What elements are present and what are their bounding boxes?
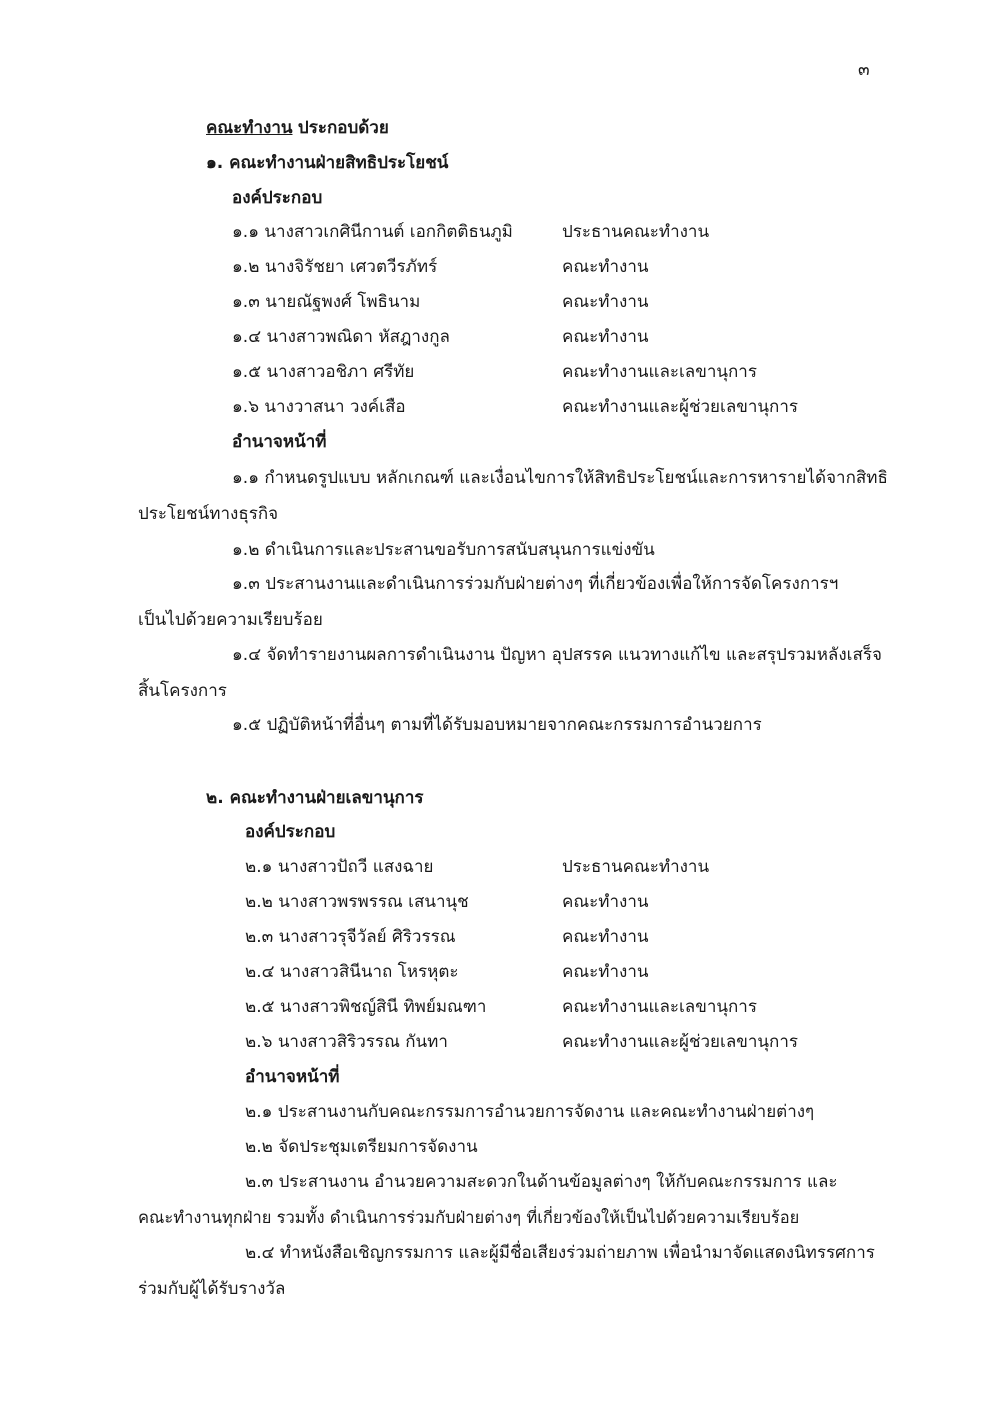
heading: [206, 116, 389, 140]
member-name: นางสาวพณิดา หัสฎางกูล: [266, 327, 450, 347]
section1-member-5-role: คณะทำงานและเลขานุการ: [562, 362, 757, 382]
section2-composition-label: องค์ประกอบ: [245, 822, 336, 842]
member-num: ๒.๑: [245, 857, 273, 877]
section1-composition-label: องค์ประกอบ: [232, 188, 323, 208]
member-num: ๒.๖: [245, 1032, 273, 1052]
section2-member-3: [245, 925, 456, 949]
section1-member-6: [232, 395, 406, 419]
section1-member-2-role: คณะทำงาน: [562, 257, 649, 277]
member-num: ๑.๔: [232, 327, 262, 347]
member-num: ๑.๕: [232, 362, 262, 382]
section2-member-2-role: คณะทำงาน: [562, 892, 649, 912]
section1-member-3: [232, 290, 420, 314]
member-name: นางสาวพรพรรณ เสนานุช: [278, 892, 469, 912]
section2-duty-1: ๒.๑ ประสานงานกับคณะกรรมการอำนวยการจัดงาน และคณะทำงานฝ่ายต่างๆ: [245, 1102, 815, 1122]
member-name: นางสาวสินีนาถ โหรหุตะ: [279, 962, 459, 982]
page-number: ๓: [858, 60, 870, 80]
section2-duties-label: อำนาจหน้าที่: [245, 1067, 340, 1087]
section1-member-2: [232, 255, 437, 279]
member-num: ๑.๒: [232, 257, 260, 277]
member-name: นางสาวรุจีวัลย์ ศิริวรรณ: [278, 927, 456, 947]
member-num: ๑.๓: [232, 292, 260, 312]
member-num: ๒.๒: [245, 892, 273, 912]
section2-title: ๒. คณะทำงานฝ่ายเลขานุการ: [206, 788, 424, 808]
section2-member-5: [245, 995, 486, 1019]
section2-member-6: [245, 1030, 448, 1054]
heading-suffix: ประกอบด้วย: [297, 118, 389, 138]
section2-member-3-role: คณะทำงาน: [562, 927, 649, 947]
section1-duty-2: ๑.๒ ดำเนินการและประสานขอรับการสนับสนุนการแข่งขัน: [232, 540, 655, 560]
section2-duty-2: ๒.๒ จัดประชุมเตรียมการจัดงาน: [245, 1137, 478, 1157]
section2-member-2: [245, 890, 469, 914]
member-name: นางจิรัชยา เศวตวีรภัทร์: [264, 257, 438, 277]
section1-member-4-role: คณะทำงาน: [562, 327, 649, 347]
member-num: ๑.๖: [232, 397, 259, 417]
section1-duty-4-line1: ๑.๔ จัดทำรายงานผลการดำเนินงาน ปัญหา อุปสรรค แนวทางแก้ไข และสรุปรวมหลังเสร็จ: [232, 645, 882, 665]
section2-member-4-role: คณะทำงาน: [562, 962, 649, 982]
section2-member-1: [245, 855, 434, 879]
section2-duty-3-line2: คณะทำงานทุกฝ่าย รวมทั้ง ดำเนินการร่วมกับฝ่ายต่างๆ ที่เกี่ยวข้องให้เป็นไปด้วยความเรียบร้อย: [138, 1208, 800, 1227]
section1-title: ๑. คณะทำงานฝ่ายสิทธิประโยชน์: [206, 153, 449, 173]
section1-duty-4-line2: สิ้นโครงการ: [138, 681, 227, 701]
section1-duty-1-line1: ๑.๑ กำหนดรูปแบบ หลักเกณฑ์ และเงื่อนไขการให้สิทธิประโยชน์และการหารายได้จากสิทธิ: [232, 468, 888, 488]
member-name: นางสาวปัถวี แสงฉาย: [277, 857, 434, 877]
section1-duty-3-line2: เป็นไปด้วยความเรียบร้อย: [138, 610, 323, 630]
member-num: ๒.๕: [245, 997, 275, 1017]
section1-duty-1-line2: ประโยชน์ทางธุรกิจ: [138, 504, 279, 524]
heading-title: คณะทำงาน: [206, 118, 293, 138]
section2-duty-3-line1: ๒.๓ ประสานงาน อำนวยความสะดวกในด้านข้อมูลต่างๆ ให้กับคณะกรรมการ และ: [245, 1172, 838, 1192]
member-num: ๒.๔: [245, 962, 275, 982]
member-num: ๑.๑: [232, 222, 259, 242]
section1-member-4: [232, 325, 450, 349]
section1-duty-5: ๑.๕ ปฏิบัติหน้าที่อื่นๆ ตามที่ได้รับมอบหมายจากคณะกรรมการอำนวยการ: [232, 715, 762, 735]
section1-member-1: [232, 220, 513, 244]
section1-member-1-role: ประธานคณะทำงาน: [562, 222, 710, 242]
section2-member-5-role: คณะทำงานและเลขานุการ: [562, 997, 757, 1017]
section1-member-3-role: คณะทำงาน: [562, 292, 649, 312]
section2-member-4: [245, 960, 459, 984]
member-name: นายณัฐพงศ์ โพธินาม: [265, 292, 421, 312]
section1-duties-label: อำนาจหน้าที่: [232, 432, 327, 452]
member-name: นางสาวสิริวรรณ กันทา: [277, 1032, 448, 1052]
section2-duty-4-line2: ร่วมกับผู้ได้รับรางวัล: [138, 1279, 286, 1299]
section1-duty-3-line1: ๑.๓ ประสานงานและดำเนินการร่วมกับฝ่ายต่างๆ ที่เกี่ยวข้องเพื่อให้การจัดโครงการฯ: [232, 574, 839, 594]
member-name: นางสาวอชิภา ศรีทัย: [266, 362, 415, 382]
section2-member-6-role: คณะทำงานและผู้ช่วยเลขานุการ: [562, 1032, 798, 1052]
section2-duty-4-line1: ๒.๔ ทำหนังสือเชิญกรรมการ และผู้มีชื่อเสียงร่วมถ่ายภาพ เพื่อนำมาจัดแสดงนิทรรศการ: [245, 1243, 875, 1263]
member-name: นางวาสนา วงค์เสือ: [264, 397, 406, 417]
member-num: ๒.๓: [245, 927, 274, 947]
member-name: นางสาวเกศินีกานต์ เอกกิตติธนภูมิ: [264, 222, 513, 242]
member-name: นางสาวพิชญ์สินี ทิพย์มณฑา: [279, 997, 487, 1017]
section1-member-6-role: คณะทำงานและผู้ช่วยเลขานุการ: [562, 397, 798, 417]
section2-member-1-role: ประธานคณะทำงาน: [562, 857, 710, 877]
section1-member-5: [232, 360, 414, 384]
